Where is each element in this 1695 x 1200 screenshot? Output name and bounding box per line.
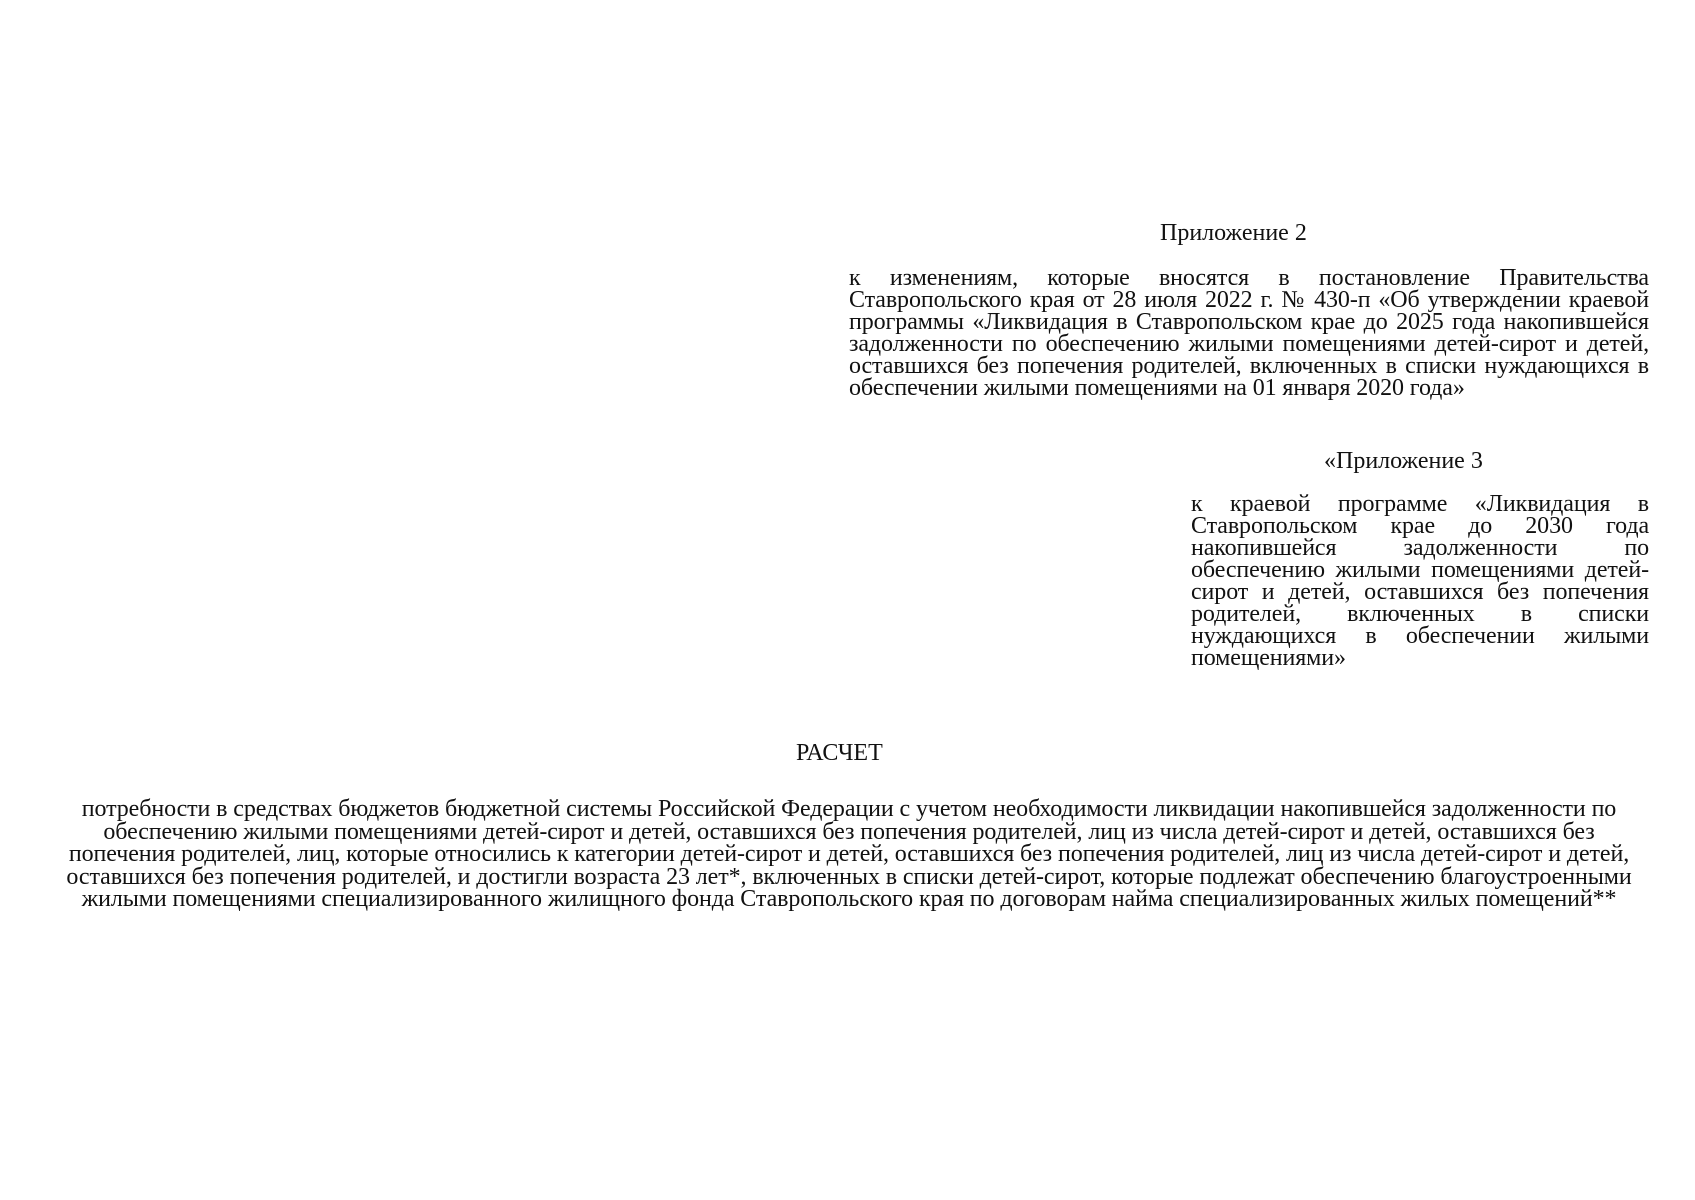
appendix-2-title: Приложение 2 bbox=[1160, 220, 1307, 246]
appendix-3-text: к краевой программе «Ликвидация в Ставропольском крае до 2030 года накопившейся задолженности по обеспечению жилыми помещениями детей-сирот и детей, оставшихся без попечения родителей, включенных в списки нуждающихся в обеспечении жилыми помещениями» bbox=[1191, 491, 1649, 671]
main-description: потребности в средствах бюджетов бюджетной системы Российской Федерации с учетом необходимости ликвидации накопившейся задолженности по обеспечению жилыми помещениями детей-сирот и детей, оставшихся без попечения родителей, лиц из числа детей-сирот и детей, оставшихся без попечения родителей, лиц, которые относились к категории детей-сирот и детей, оставшихся без попечения родителей, лиц из числа детей-сирот и детей, оставшихся без попечения родителей, и достигли возраста 23 лет*, включенных в списки детей-сирот, которые подлежат обеспечению благоустроенными жилыми помещениями специализированного жилищного фонда Ставропольского края по договорам найма специализированных жилых помещений** bbox=[66, 796, 1632, 913]
appendix-2-text: к изменениям, которые вносятся в постановление Правительства Ставропольского края от 28 июля 2022 г. № 430-п «Об утверждении краевой программы «Ликвидация в Ставропольском крае до 2025 года накопившейся задолженности по обеспечению жилыми помещениями детей-сирот и детей, оставшихся без попечения родителей, включенных в списки нуждающихся в обеспечении жилыми помещениями на 01 января 2020 года» bbox=[849, 265, 1649, 401]
main-title: РАСЧЕТ bbox=[796, 740, 883, 766]
appendix-3-title: «Приложение 3 bbox=[1324, 448, 1483, 474]
